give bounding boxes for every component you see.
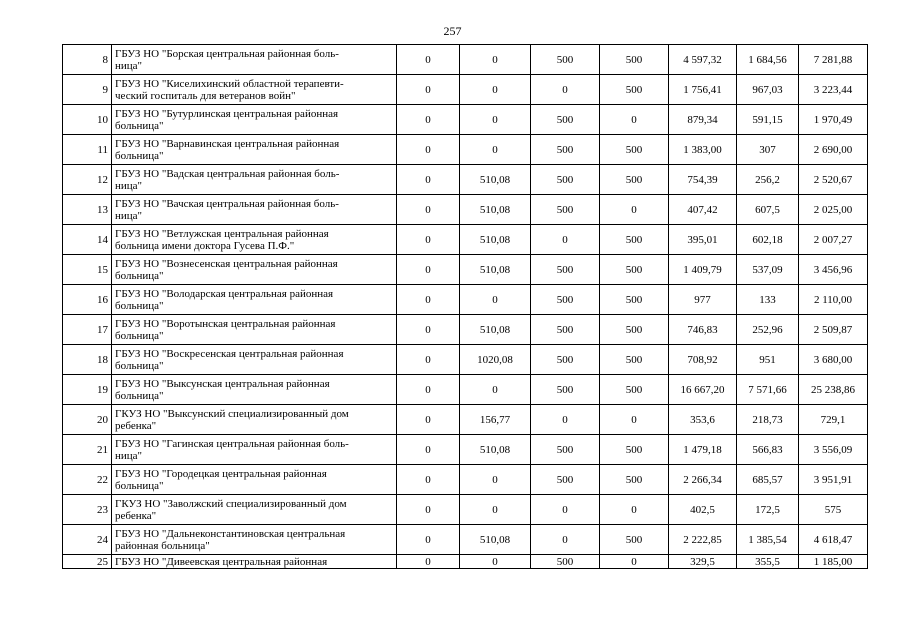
value-cell-4: 500 bbox=[600, 255, 669, 285]
value-cell-2: 0 bbox=[460, 375, 531, 405]
value-cell-5: 16 667,20 bbox=[669, 375, 737, 405]
value-cell-5: 1 756,41 bbox=[669, 75, 737, 105]
value-cell-3: 0 bbox=[531, 225, 600, 255]
value-cell-2: 0 bbox=[460, 465, 531, 495]
row-number-cell: 23 bbox=[63, 495, 112, 525]
value-cell-6: 172,5 bbox=[737, 495, 799, 525]
value-cell-1: 0 bbox=[397, 225, 460, 255]
value-cell-3: 500 bbox=[531, 285, 600, 315]
value-cell-4: 500 bbox=[600, 45, 669, 75]
table-row bbox=[63, 495, 868, 525]
value-cell-2: 0 bbox=[460, 75, 531, 105]
institution-name-cell: ГБУЗ НО "Варнавинская центральная районная больница" bbox=[112, 135, 397, 165]
value-cell-1: 0 bbox=[397, 375, 460, 405]
value-cell-3: 500 bbox=[531, 465, 600, 495]
table-row bbox=[63, 285, 868, 315]
value-cell-4: 0 bbox=[600, 495, 669, 525]
value-cell-2: 510,08 bbox=[460, 255, 531, 285]
value-cell-5: 1 383,00 bbox=[669, 135, 737, 165]
total-cell: 729,1 bbox=[799, 405, 868, 435]
institution-name-cell: ГБУЗ НО "Вознесенская центральная районная больница" bbox=[112, 255, 397, 285]
value-cell-3: 500 bbox=[531, 345, 600, 375]
table-row bbox=[63, 315, 868, 345]
value-cell-6: 537,09 bbox=[737, 255, 799, 285]
value-cell-3: 0 bbox=[531, 525, 600, 555]
value-cell-3: 0 bbox=[531, 75, 600, 105]
value-cell-3: 500 bbox=[531, 315, 600, 345]
table-row bbox=[63, 555, 868, 569]
value-cell-4: 500 bbox=[600, 375, 669, 405]
value-cell-5: 879,34 bbox=[669, 105, 737, 135]
table-row bbox=[63, 435, 868, 465]
institution-name-cell: ГБУЗ НО "Киселихинский областной терапевти- ческий госпиталь для ветеранов войн" bbox=[112, 75, 397, 105]
value-cell-3: 500 bbox=[531, 45, 600, 75]
row-number-cell: 14 bbox=[63, 225, 112, 255]
page-number: 257 bbox=[443, 24, 462, 38]
value-cell-3: 500 bbox=[531, 165, 600, 195]
table-row bbox=[63, 525, 868, 555]
value-cell-4: 500 bbox=[600, 135, 669, 165]
value-cell-5: 1 409,79 bbox=[669, 255, 737, 285]
row-number-cell: 16 bbox=[63, 285, 112, 315]
value-cell-5: 2 266,34 bbox=[669, 465, 737, 495]
value-cell-5: 4 597,32 bbox=[669, 45, 737, 75]
value-cell-5: 329,5 bbox=[669, 555, 737, 569]
total-cell: 2 110,00 bbox=[799, 285, 868, 315]
value-cell-4: 500 bbox=[600, 225, 669, 255]
total-cell: 7 281,88 bbox=[799, 45, 868, 75]
value-cell-6: 252,96 bbox=[737, 315, 799, 345]
value-cell-2: 510,08 bbox=[460, 195, 531, 225]
value-cell-5: 402,5 bbox=[669, 495, 737, 525]
table-row bbox=[63, 165, 868, 195]
value-cell-1: 0 bbox=[397, 135, 460, 165]
value-cell-4: 0 bbox=[600, 195, 669, 225]
total-cell: 2 007,27 bbox=[799, 225, 868, 255]
table-row bbox=[63, 345, 868, 375]
institution-name-cell: ГБУЗ НО "Воскресенская центральная районная больница" bbox=[112, 345, 397, 375]
value-cell-6: 967,03 bbox=[737, 75, 799, 105]
value-cell-5: 746,83 bbox=[669, 315, 737, 345]
total-cell: 3 223,44 bbox=[799, 75, 868, 105]
value-cell-2: 156,77 bbox=[460, 405, 531, 435]
value-cell-1: 0 bbox=[397, 555, 460, 569]
table-row bbox=[63, 135, 868, 165]
row-number-cell: 15 bbox=[63, 255, 112, 285]
value-cell-3: 500 bbox=[531, 255, 600, 285]
institution-name-cell: ГБУЗ НО "Выксунская центральная районная больница" bbox=[112, 375, 397, 405]
value-cell-4: 500 bbox=[600, 345, 669, 375]
total-cell: 4 618,47 bbox=[799, 525, 868, 555]
value-cell-3: 500 bbox=[531, 195, 600, 225]
value-cell-1: 0 bbox=[397, 465, 460, 495]
value-cell-2: 510,08 bbox=[460, 315, 531, 345]
value-cell-6: 602,18 bbox=[737, 225, 799, 255]
value-cell-3: 500 bbox=[531, 375, 600, 405]
value-cell-1: 0 bbox=[397, 195, 460, 225]
value-cell-5: 708,92 bbox=[669, 345, 737, 375]
total-cell: 2 690,00 bbox=[799, 135, 868, 165]
value-cell-4: 500 bbox=[600, 285, 669, 315]
value-cell-3: 500 bbox=[531, 135, 600, 165]
table-row bbox=[63, 45, 868, 75]
table-row bbox=[63, 195, 868, 225]
value-cell-4: 500 bbox=[600, 315, 669, 345]
value-cell-1: 0 bbox=[397, 75, 460, 105]
value-cell-2: 510,08 bbox=[460, 435, 531, 465]
table-row bbox=[63, 225, 868, 255]
institution-name-cell: ГБУЗ НО "Городецкая центральная районная больница" bbox=[112, 465, 397, 495]
institution-name-cell: ГКУЗ НО "Выксунский специализированный дом ребенка" bbox=[112, 405, 397, 435]
value-cell-4: 500 bbox=[600, 465, 669, 495]
institution-name-cell: ГБУЗ НО "Дальнеконстантиновская центральная районная больница" bbox=[112, 525, 397, 555]
value-cell-2: 510,08 bbox=[460, 165, 531, 195]
value-cell-4: 500 bbox=[600, 165, 669, 195]
total-cell: 25 238,86 bbox=[799, 375, 868, 405]
value-cell-2: 0 bbox=[460, 285, 531, 315]
total-cell: 2 520,67 bbox=[799, 165, 868, 195]
institution-name-cell: ГБУЗ НО "Воротынская центральная районная больница" bbox=[112, 315, 397, 345]
value-cell-1: 0 bbox=[397, 495, 460, 525]
total-cell: 3 456,96 bbox=[799, 255, 868, 285]
value-cell-1: 0 bbox=[397, 315, 460, 345]
value-cell-1: 0 bbox=[397, 45, 460, 75]
value-cell-4: 0 bbox=[600, 105, 669, 135]
row-number-cell: 13 bbox=[63, 195, 112, 225]
value-cell-3: 500 bbox=[531, 105, 600, 135]
row-number-cell: 8 bbox=[63, 45, 112, 75]
institution-name-cell: ГБУЗ НО "Гагинская центральная районная боль- ница" bbox=[112, 435, 397, 465]
value-cell-2: 510,08 bbox=[460, 525, 531, 555]
value-cell-6: 218,73 bbox=[737, 405, 799, 435]
row-number-cell: 11 bbox=[63, 135, 112, 165]
row-number-cell: 19 bbox=[63, 375, 112, 405]
value-cell-1: 0 bbox=[397, 285, 460, 315]
value-cell-2: 0 bbox=[460, 495, 531, 525]
value-cell-6: 566,83 bbox=[737, 435, 799, 465]
value-cell-1: 0 bbox=[397, 405, 460, 435]
value-cell-4: 500 bbox=[600, 525, 669, 555]
value-cell-2: 0 bbox=[460, 105, 531, 135]
value-cell-1: 0 bbox=[397, 255, 460, 285]
value-cell-5: 395,01 bbox=[669, 225, 737, 255]
institution-name-cell: ГБУЗ НО "Володарская центральная районная больница" bbox=[112, 285, 397, 315]
total-cell: 2 025,00 bbox=[799, 195, 868, 225]
value-cell-5: 977 bbox=[669, 285, 737, 315]
value-cell-6: 7 571,66 bbox=[737, 375, 799, 405]
value-cell-3: 0 bbox=[531, 495, 600, 525]
value-cell-2: 0 bbox=[460, 135, 531, 165]
value-cell-6: 951 bbox=[737, 345, 799, 375]
table-row bbox=[63, 375, 868, 405]
table-row bbox=[63, 75, 868, 105]
value-cell-5: 754,39 bbox=[669, 165, 737, 195]
total-cell: 1 970,49 bbox=[799, 105, 868, 135]
value-cell-1: 0 bbox=[397, 105, 460, 135]
value-cell-2: 510,08 bbox=[460, 225, 531, 255]
institution-name-cell: ГБУЗ НО "Борская центральная районная боль- ница" bbox=[112, 45, 397, 75]
row-number-cell: 21 bbox=[63, 435, 112, 465]
value-cell-6: 355,5 bbox=[737, 555, 799, 569]
row-number-cell: 17 bbox=[63, 315, 112, 345]
value-cell-5: 1 479,18 bbox=[669, 435, 737, 465]
value-cell-4: 500 bbox=[600, 435, 669, 465]
table-row bbox=[63, 105, 868, 135]
row-number-cell: 25 bbox=[63, 555, 112, 569]
institution-name-cell: ГКУЗ НО "Заволжский специализированный дом ребенка" bbox=[112, 495, 397, 525]
table-body bbox=[63, 45, 868, 569]
institution-name-cell: ГБУЗ НО "Бутурлинская центральная районная больница" bbox=[112, 105, 397, 135]
table-row bbox=[63, 405, 868, 435]
value-cell-6: 133 bbox=[737, 285, 799, 315]
value-cell-5: 407,42 bbox=[669, 195, 737, 225]
row-number-cell: 22 bbox=[63, 465, 112, 495]
value-cell-1: 0 bbox=[397, 165, 460, 195]
total-cell: 3 680,00 bbox=[799, 345, 868, 375]
value-cell-6: 607,5 bbox=[737, 195, 799, 225]
institution-name-cell: ГБУЗ НО "Вачская центральная районная боль- ница" bbox=[112, 195, 397, 225]
value-cell-6: 1 684,56 bbox=[737, 45, 799, 75]
institution-name-cell: ГБУЗ НО "Дивеевская центральная районная bbox=[112, 555, 397, 569]
institution-name-cell: ГБУЗ НО "Вадская центральная районная боль- ница" bbox=[112, 165, 397, 195]
value-cell-6: 591,15 bbox=[737, 105, 799, 135]
value-cell-4: 500 bbox=[600, 75, 669, 105]
value-cell-3: 500 bbox=[531, 435, 600, 465]
value-cell-1: 0 bbox=[397, 345, 460, 375]
table-row bbox=[63, 255, 868, 285]
total-cell: 2 509,87 bbox=[799, 315, 868, 345]
total-cell: 3 556,09 bbox=[799, 435, 868, 465]
value-cell-6: 1 385,54 bbox=[737, 525, 799, 555]
row-number-cell: 20 bbox=[63, 405, 112, 435]
value-cell-3: 0 bbox=[531, 405, 600, 435]
row-number-cell: 24 bbox=[63, 525, 112, 555]
value-cell-3: 500 bbox=[531, 555, 600, 569]
value-cell-1: 0 bbox=[397, 435, 460, 465]
value-cell-6: 307 bbox=[737, 135, 799, 165]
value-cell-5: 2 222,85 bbox=[669, 525, 737, 555]
total-cell: 575 bbox=[799, 495, 868, 525]
value-cell-2: 1020,08 bbox=[460, 345, 531, 375]
value-cell-4: 0 bbox=[600, 405, 669, 435]
value-cell-5: 353,6 bbox=[669, 405, 737, 435]
value-cell-4: 0 bbox=[600, 555, 669, 569]
hospital-funding-table bbox=[62, 44, 868, 569]
value-cell-6: 685,57 bbox=[737, 465, 799, 495]
row-number-cell: 12 bbox=[63, 165, 112, 195]
value-cell-1: 0 bbox=[397, 525, 460, 555]
table-row bbox=[63, 465, 868, 495]
total-cell: 3 951,91 bbox=[799, 465, 868, 495]
value-cell-6: 256,2 bbox=[737, 165, 799, 195]
value-cell-2: 0 bbox=[460, 555, 531, 569]
institution-name-cell: ГБУЗ НО "Ветлужская центральная районная больница имени доктора Гусева П.Ф." bbox=[112, 225, 397, 255]
row-number-cell: 10 bbox=[63, 105, 112, 135]
total-cell: 1 185,00 bbox=[799, 555, 868, 569]
row-number-cell: 18 bbox=[63, 345, 112, 375]
row-number-cell: 9 bbox=[63, 75, 112, 105]
value-cell-2: 0 bbox=[460, 45, 531, 75]
